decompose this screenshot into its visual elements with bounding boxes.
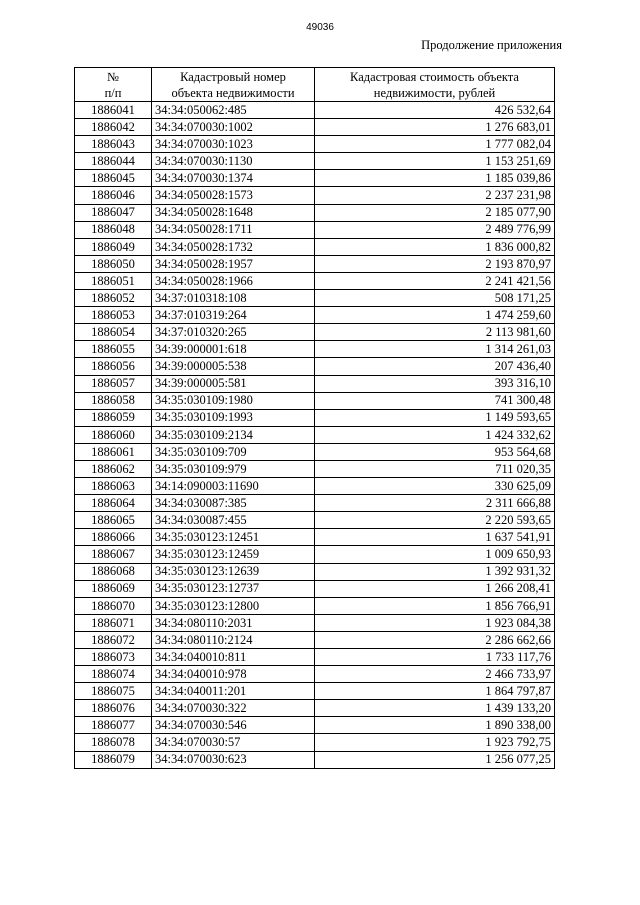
cadastral-value-cell: 2 220 593,65	[315, 512, 555, 529]
cadastral-value-cell: 1 256 077,25	[315, 751, 555, 768]
cadastral-value-cell: 1 923 792,75	[315, 734, 555, 751]
row-number-cell: 1886059	[75, 409, 152, 426]
cadastral-value-cell: 1 733 117,76	[315, 649, 555, 666]
row-number-cell: 1886046	[75, 187, 152, 204]
table-row	[75, 580, 555, 597]
table-row	[75, 546, 555, 563]
cadastral-number-cell: 34:34:070030:1130	[152, 153, 315, 170]
cadastral-value-cell: 1 864 797,87	[315, 683, 555, 700]
cadastral-number-cell: 34:34:080110:2031	[152, 614, 315, 631]
row-number-cell: 1886065	[75, 512, 152, 529]
cadastral-number-cell: 34:34:040010:811	[152, 649, 315, 666]
cadastral-number-cell: 34:35:030109:2134	[152, 426, 315, 443]
row-number-cell: 1886070	[75, 597, 152, 614]
table-row	[75, 426, 555, 443]
cadastral-value-cell: 1 149 593,65	[315, 409, 555, 426]
cadastral-number-cell: 34:35:030109:709	[152, 443, 315, 460]
row-number-cell: 1886076	[75, 700, 152, 717]
header-value-line-2: недвижимости, рублей	[373, 85, 496, 100]
cadastral-value-cell: 1 836 000,82	[315, 238, 555, 255]
table-row	[75, 460, 555, 477]
cadastral-value-cell: 1 392 931,32	[315, 563, 555, 580]
table-row	[75, 102, 555, 119]
row-number-cell: 1886063	[75, 478, 152, 495]
row-number-cell: 1886051	[75, 272, 152, 289]
table-row	[75, 614, 555, 631]
row-number-cell: 1886055	[75, 341, 152, 358]
cadastral-number-cell: 34:34:050062:485	[152, 102, 315, 119]
row-number-cell: 1886056	[75, 358, 152, 375]
table-row	[75, 187, 555, 204]
table-row	[75, 563, 555, 580]
table-row	[75, 512, 555, 529]
row-number-cell: 1886043	[75, 136, 152, 153]
cadastral-number-cell: 34:34:050028:1573	[152, 187, 315, 204]
cadastral-number-cell: 34:35:030109:1980	[152, 392, 315, 409]
row-number-cell: 1886072	[75, 631, 152, 648]
cadastral-value-cell: 1 266 208,41	[315, 580, 555, 597]
cadastral-value-cell: 1 474 259,60	[315, 307, 555, 324]
table-row	[75, 495, 555, 512]
row-number-cell: 1886067	[75, 546, 152, 563]
cadastral-value-cell: 1 637 541,91	[315, 529, 555, 546]
cadastral-value-cell: 741 300,48	[315, 392, 555, 409]
cadastral-number-cell: 34:34:070030:1023	[152, 136, 315, 153]
cadastral-value-cell: 711 020,35	[315, 460, 555, 477]
table-row	[75, 119, 555, 136]
table-row	[75, 683, 555, 700]
cadastral-value-cell: 2 489 776,99	[315, 221, 555, 238]
cadastral-number-cell: 34:34:070030:322	[152, 700, 315, 717]
cadastral-number-cell: 34:34:070030:546	[152, 717, 315, 734]
cadastral-number-cell: 34:35:030109:1993	[152, 409, 315, 426]
header-cadastral-line-2: объекта недвижимости	[171, 85, 295, 100]
header-value	[315, 68, 555, 102]
cadastral-number-cell: 34:39:000005:581	[152, 375, 315, 392]
cadastral-value-cell: 1 777 082,04	[315, 136, 555, 153]
table-row	[75, 666, 555, 683]
table-row	[75, 392, 555, 409]
row-number-cell: 1886061	[75, 443, 152, 460]
cadastral-value-cell: 1 424 332,62	[315, 426, 555, 443]
cadastral-number-cell: 34:35:030123:12639	[152, 563, 315, 580]
row-number-cell: 1886053	[75, 307, 152, 324]
cadastral-value-cell: 953 564,68	[315, 443, 555, 460]
cadastral-number-cell: 34:34:080110:2124	[152, 631, 315, 648]
cadastral-number-cell: 34:34:070030:623	[152, 751, 315, 768]
header-number-line-1: №	[107, 69, 119, 84]
row-number-cell: 1886069	[75, 580, 152, 597]
cadastral-number-cell: 34:37:010319:264	[152, 307, 315, 324]
table-row	[75, 324, 555, 341]
cadastral-value-cell: 2 185 077,90	[315, 204, 555, 221]
cadastral-number-cell: 34:35:030123:12451	[152, 529, 315, 546]
header-cadastral-line-1: Кадастровый номер	[180, 69, 286, 84]
row-number-cell: 1886057	[75, 375, 152, 392]
table-row	[75, 307, 555, 324]
cadastral-value-cell: 1 276 683,01	[315, 119, 555, 136]
row-number-cell: 1886048	[75, 221, 152, 238]
cadastral-value-cell: 1 185 039,86	[315, 170, 555, 187]
row-number-cell: 1886079	[75, 751, 152, 768]
table-body	[75, 102, 555, 769]
page-number: 49036	[306, 22, 334, 33]
row-number-cell: 1886044	[75, 153, 152, 170]
table-row	[75, 443, 555, 460]
cadastral-value-cell: 2 113 981,60	[315, 324, 555, 341]
cadastral-number-cell: 34:34:050028:1957	[152, 255, 315, 272]
cadastral-value-table	[74, 67, 555, 769]
row-number-cell: 1886050	[75, 255, 152, 272]
cadastral-number-cell: 34:34:030087:455	[152, 512, 315, 529]
table-row	[75, 409, 555, 426]
cadastral-value-cell: 2 193 870,97	[315, 255, 555, 272]
cadastral-number-cell: 34:35:030123:12459	[152, 546, 315, 563]
cadastral-value-cell: 207 436,40	[315, 358, 555, 375]
row-number-cell: 1886068	[75, 563, 152, 580]
row-number-cell: 1886075	[75, 683, 152, 700]
row-number-cell: 1886045	[75, 170, 152, 187]
cadastral-value-cell: 2 466 733,97	[315, 666, 555, 683]
table-row	[75, 204, 555, 221]
cadastral-number-cell: 34:34:040010:978	[152, 666, 315, 683]
header-number-line-2: п/п	[104, 85, 122, 100]
cadastral-value-cell: 1 439 133,20	[315, 700, 555, 717]
row-number-cell: 1886042	[75, 119, 152, 136]
row-number-cell: 1886077	[75, 717, 152, 734]
cadastral-number-cell: 34:34:050028:1648	[152, 204, 315, 221]
table-row	[75, 170, 555, 187]
table-row	[75, 341, 555, 358]
cadastral-value-cell: 508 171,25	[315, 290, 555, 307]
row-number-cell: 1886078	[75, 734, 152, 751]
cadastral-value-cell: 393 316,10	[315, 375, 555, 392]
cadastral-value-cell: 330 625,09	[315, 478, 555, 495]
cadastral-number-cell: 34:34:030087:385	[152, 495, 315, 512]
cadastral-value-cell: 426 532,64	[315, 102, 555, 119]
row-number-cell: 1886071	[75, 614, 152, 631]
table-row	[75, 751, 555, 768]
row-number-cell: 1886060	[75, 426, 152, 443]
cadastral-value-cell: 2 311 666,88	[315, 495, 555, 512]
table-row	[75, 649, 555, 666]
cadastral-number-cell: 34:34:070030:57	[152, 734, 315, 751]
header-value-line-1: Кадастровая стоимость объекта	[350, 69, 519, 84]
table-row	[75, 375, 555, 392]
table-row	[75, 734, 555, 751]
table-header	[75, 68, 555, 102]
cadastral-number-cell: 34:14:090003:11690	[152, 478, 315, 495]
cadastral-number-cell: 34:34:070030:1374	[152, 170, 315, 187]
cadastral-value-cell: 1 153 251,69	[315, 153, 555, 170]
cadastral-number-cell: 34:34:050028:1711	[152, 221, 315, 238]
cadastral-number-cell: 34:34:050028:1732	[152, 238, 315, 255]
cadastral-value-cell: 1 856 766,91	[315, 597, 555, 614]
table-row	[75, 597, 555, 614]
table-row	[75, 153, 555, 170]
cadastral-number-cell: 34:37:010320:265	[152, 324, 315, 341]
row-number-cell: 1886074	[75, 666, 152, 683]
cadastral-value-cell: 2 237 231,98	[315, 187, 555, 204]
cadastral-value-cell: 2 241 421,56	[315, 272, 555, 289]
row-number-cell: 1886064	[75, 495, 152, 512]
table-row	[75, 700, 555, 717]
row-number-cell: 1886073	[75, 649, 152, 666]
row-number-cell: 1886066	[75, 529, 152, 546]
row-number-cell: 1886049	[75, 238, 152, 255]
cadastral-value-cell: 1 890 338,00	[315, 717, 555, 734]
header-number	[75, 68, 152, 102]
row-number-cell: 1886062	[75, 460, 152, 477]
table-row	[75, 255, 555, 272]
row-number-cell: 1886054	[75, 324, 152, 341]
table-row	[75, 478, 555, 495]
header-cadastral	[152, 68, 315, 102]
cadastral-number-cell: 34:34:040011:201	[152, 683, 315, 700]
table-row	[75, 136, 555, 153]
cadastral-number-cell: 34:35:030123:12737	[152, 580, 315, 597]
cadastral-value-cell: 1 314 261,03	[315, 341, 555, 358]
table-row	[75, 238, 555, 255]
cadastral-number-cell: 34:34:070030:1002	[152, 119, 315, 136]
cadastral-number-cell: 34:35:030123:12800	[152, 597, 315, 614]
row-number-cell: 1886052	[75, 290, 152, 307]
table-row	[75, 290, 555, 307]
table-row	[75, 529, 555, 546]
continuation-label: Продолжение приложения	[421, 38, 562, 52]
row-number-cell: 1886041	[75, 102, 152, 119]
cadastral-value-cell: 1 923 084,38	[315, 614, 555, 631]
cadastral-number-cell: 34:35:030109:979	[152, 460, 315, 477]
cadastral-number-cell: 34:39:000001:618	[152, 341, 315, 358]
table-row	[75, 631, 555, 648]
row-number-cell: 1886058	[75, 392, 152, 409]
table-row	[75, 221, 555, 238]
cadastral-value-cell: 2 286 662,66	[315, 631, 555, 648]
cadastral-number-cell: 34:37:010318:108	[152, 290, 315, 307]
table-row	[75, 358, 555, 375]
cadastral-number-cell: 34:34:050028:1966	[152, 272, 315, 289]
table-row	[75, 272, 555, 289]
cadastral-number-cell: 34:39:000005:538	[152, 358, 315, 375]
row-number-cell: 1886047	[75, 204, 152, 221]
header-row	[75, 68, 555, 102]
table-row	[75, 717, 555, 734]
cadastral-value-cell: 1 009 650,93	[315, 546, 555, 563]
